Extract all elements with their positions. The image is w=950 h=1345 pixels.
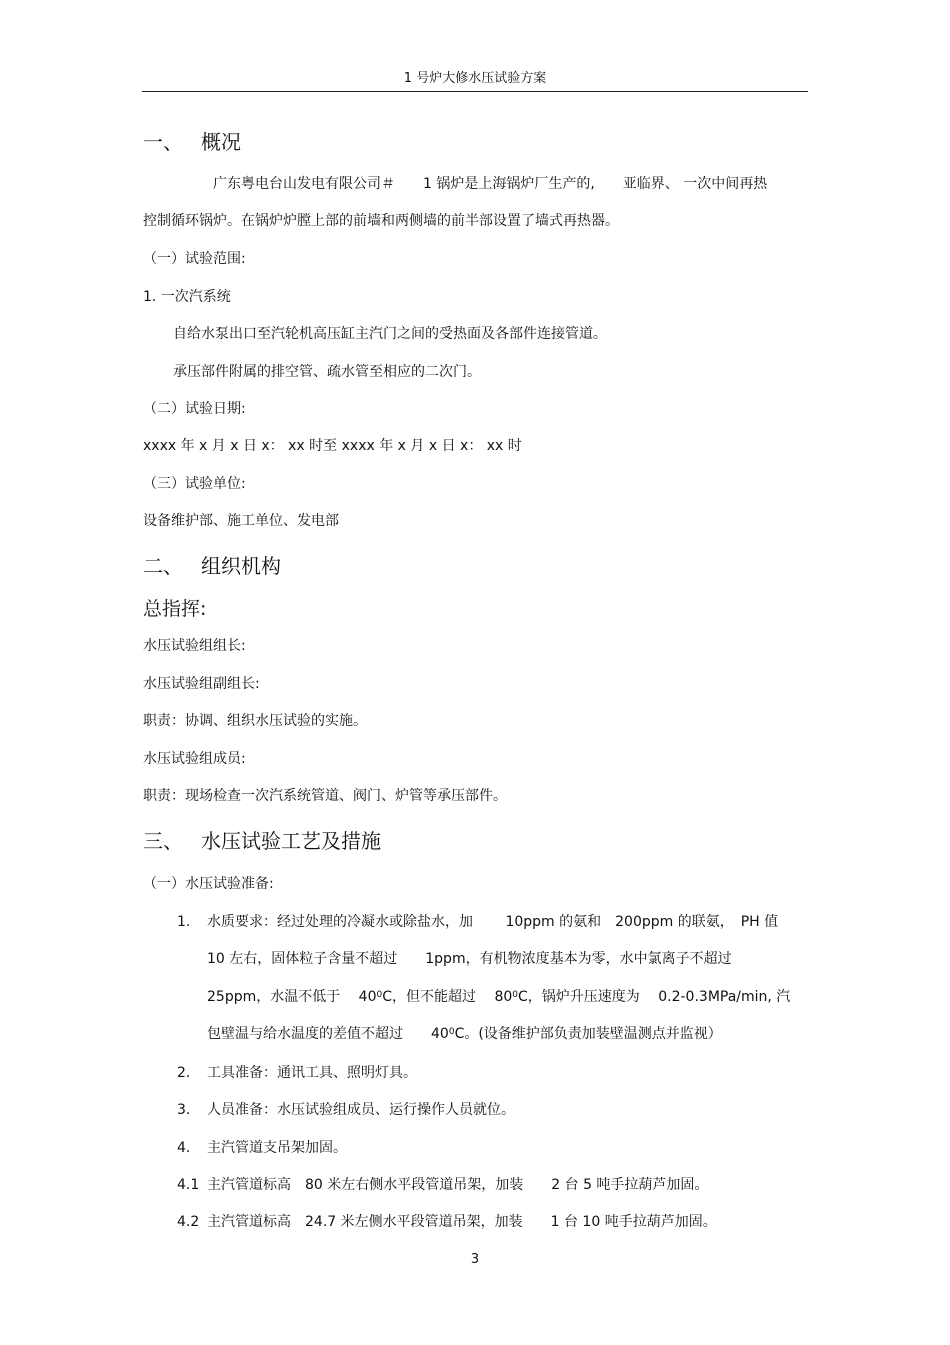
- section1-intro-line1: 广东粤电台山发电有限公司＃ 1 锅炉是上海锅炉厂生产的, 亚临界、 一次中间再热: [213, 176, 768, 192]
- scope-heading: （一）试验范围:: [143, 251, 246, 267]
- leader-label: 水压试验组组长:: [143, 638, 246, 654]
- item-1-line-2: 10 左右，固体粒子含量不超过 1ppm，有机物浓度基本为零，水中氯离子不超过: [207, 951, 732, 967]
- degree-mark: 0: [512, 990, 519, 1000]
- item-1-line-4: 包壁温与给水温度的差值不超过 $40^0C$。(设备维护部负责加装壁温测点并监视）: [207, 1026, 722, 1042]
- section1-intro-line2: 控制循环锅炉。在锅炉炉膛上部的前墙和两侧墙的前半部设置了墙式再热器。: [143, 213, 619, 229]
- section3-title: 水压试验工艺及措施: [201, 829, 381, 853]
- item-2-number: 2.: [177, 1065, 191, 1081]
- section1-number: 一、: [143, 130, 183, 154]
- item-1-number: 1.: [177, 914, 191, 930]
- date-value: xxxx 年 x 月 x 日 x： xx 时至 xxxx 年 x 月 x 日 x： xx 时: [143, 438, 522, 454]
- item-4-2-number: 4.2: [177, 1214, 200, 1230]
- page-number: 3: [470, 1252, 480, 1267]
- duty-1: 职责：协调、组织水压试验的实施。: [143, 713, 367, 729]
- item-4-text: 主汽管道支吊架加固。: [207, 1140, 347, 1156]
- section2-title: 组织机构: [201, 554, 281, 578]
- item-2-text: 工具准备：通讯工具、照明灯具。: [207, 1065, 417, 1081]
- unit-heading: （三）试验单位:: [143, 476, 246, 492]
- section3-number: 三、: [143, 829, 183, 853]
- item-1-line-1: 水质要求：经过处理的冷凝水或除盐水，加 10ppm 的氨和 200ppm 的联氨， PH 值: [207, 914, 779, 930]
- degree-mark: 0: [448, 1027, 455, 1037]
- scope-line-1: 自给水泵出口至汽轮机高压缸主汽门之间的受热面及各部件连接管道。: [173, 326, 607, 342]
- item-4-1-text: 主汽管道标高 80 米左右侧水平段管道吊架，加装 2 台 5 吨手拉葫芦加固。: [207, 1177, 709, 1193]
- section1-title: 概况: [201, 130, 241, 154]
- header-rule: [142, 91, 808, 92]
- item-4-1-number: 4.1: [177, 1177, 200, 1193]
- item-1-line-3: 25ppm，水温不低于 $40^0C$，但不能超过 $80^0C$，锅炉升压速度为 0.2-0.3MPa/min, 汽: [207, 989, 791, 1005]
- date-heading: （二）试验日期:: [143, 401, 246, 417]
- unit-value: 设备维护部、施工单位、发电部: [143, 513, 339, 529]
- scope-item-1: 1. 一次汽系统: [143, 289, 231, 305]
- members-label: 水压试验组成员:: [143, 751, 246, 767]
- prep-heading: （一）水压试验准备:: [143, 876, 274, 892]
- duty-2: 职责：现场检查一次汽系统管道、阀门、炉管等承压部件。: [143, 788, 507, 804]
- item-4-number: 4.: [177, 1140, 191, 1156]
- header-title: 1 号炉大修水压试验方案: [403, 71, 547, 86]
- vice-leader-label: 水压试验组副组长:: [143, 676, 260, 692]
- item-3-text: 人员准备：水压试验组成员、运行操作人员就位。: [207, 1102, 515, 1118]
- item-4-2-text: 主汽管道标高 24.7 米左侧水平段管道吊架，加装 1 台 10 吨手拉葫芦加固。: [207, 1214, 717, 1230]
- degree-mark: 0: [376, 990, 383, 1000]
- scope-line-2: 承压部件附属的排空管、疏水管至相应的二次门。: [173, 364, 481, 380]
- section2-number: 二、: [143, 554, 183, 578]
- item-3-number: 3.: [177, 1102, 191, 1118]
- commander-label: 总指挥:: [143, 598, 207, 620]
